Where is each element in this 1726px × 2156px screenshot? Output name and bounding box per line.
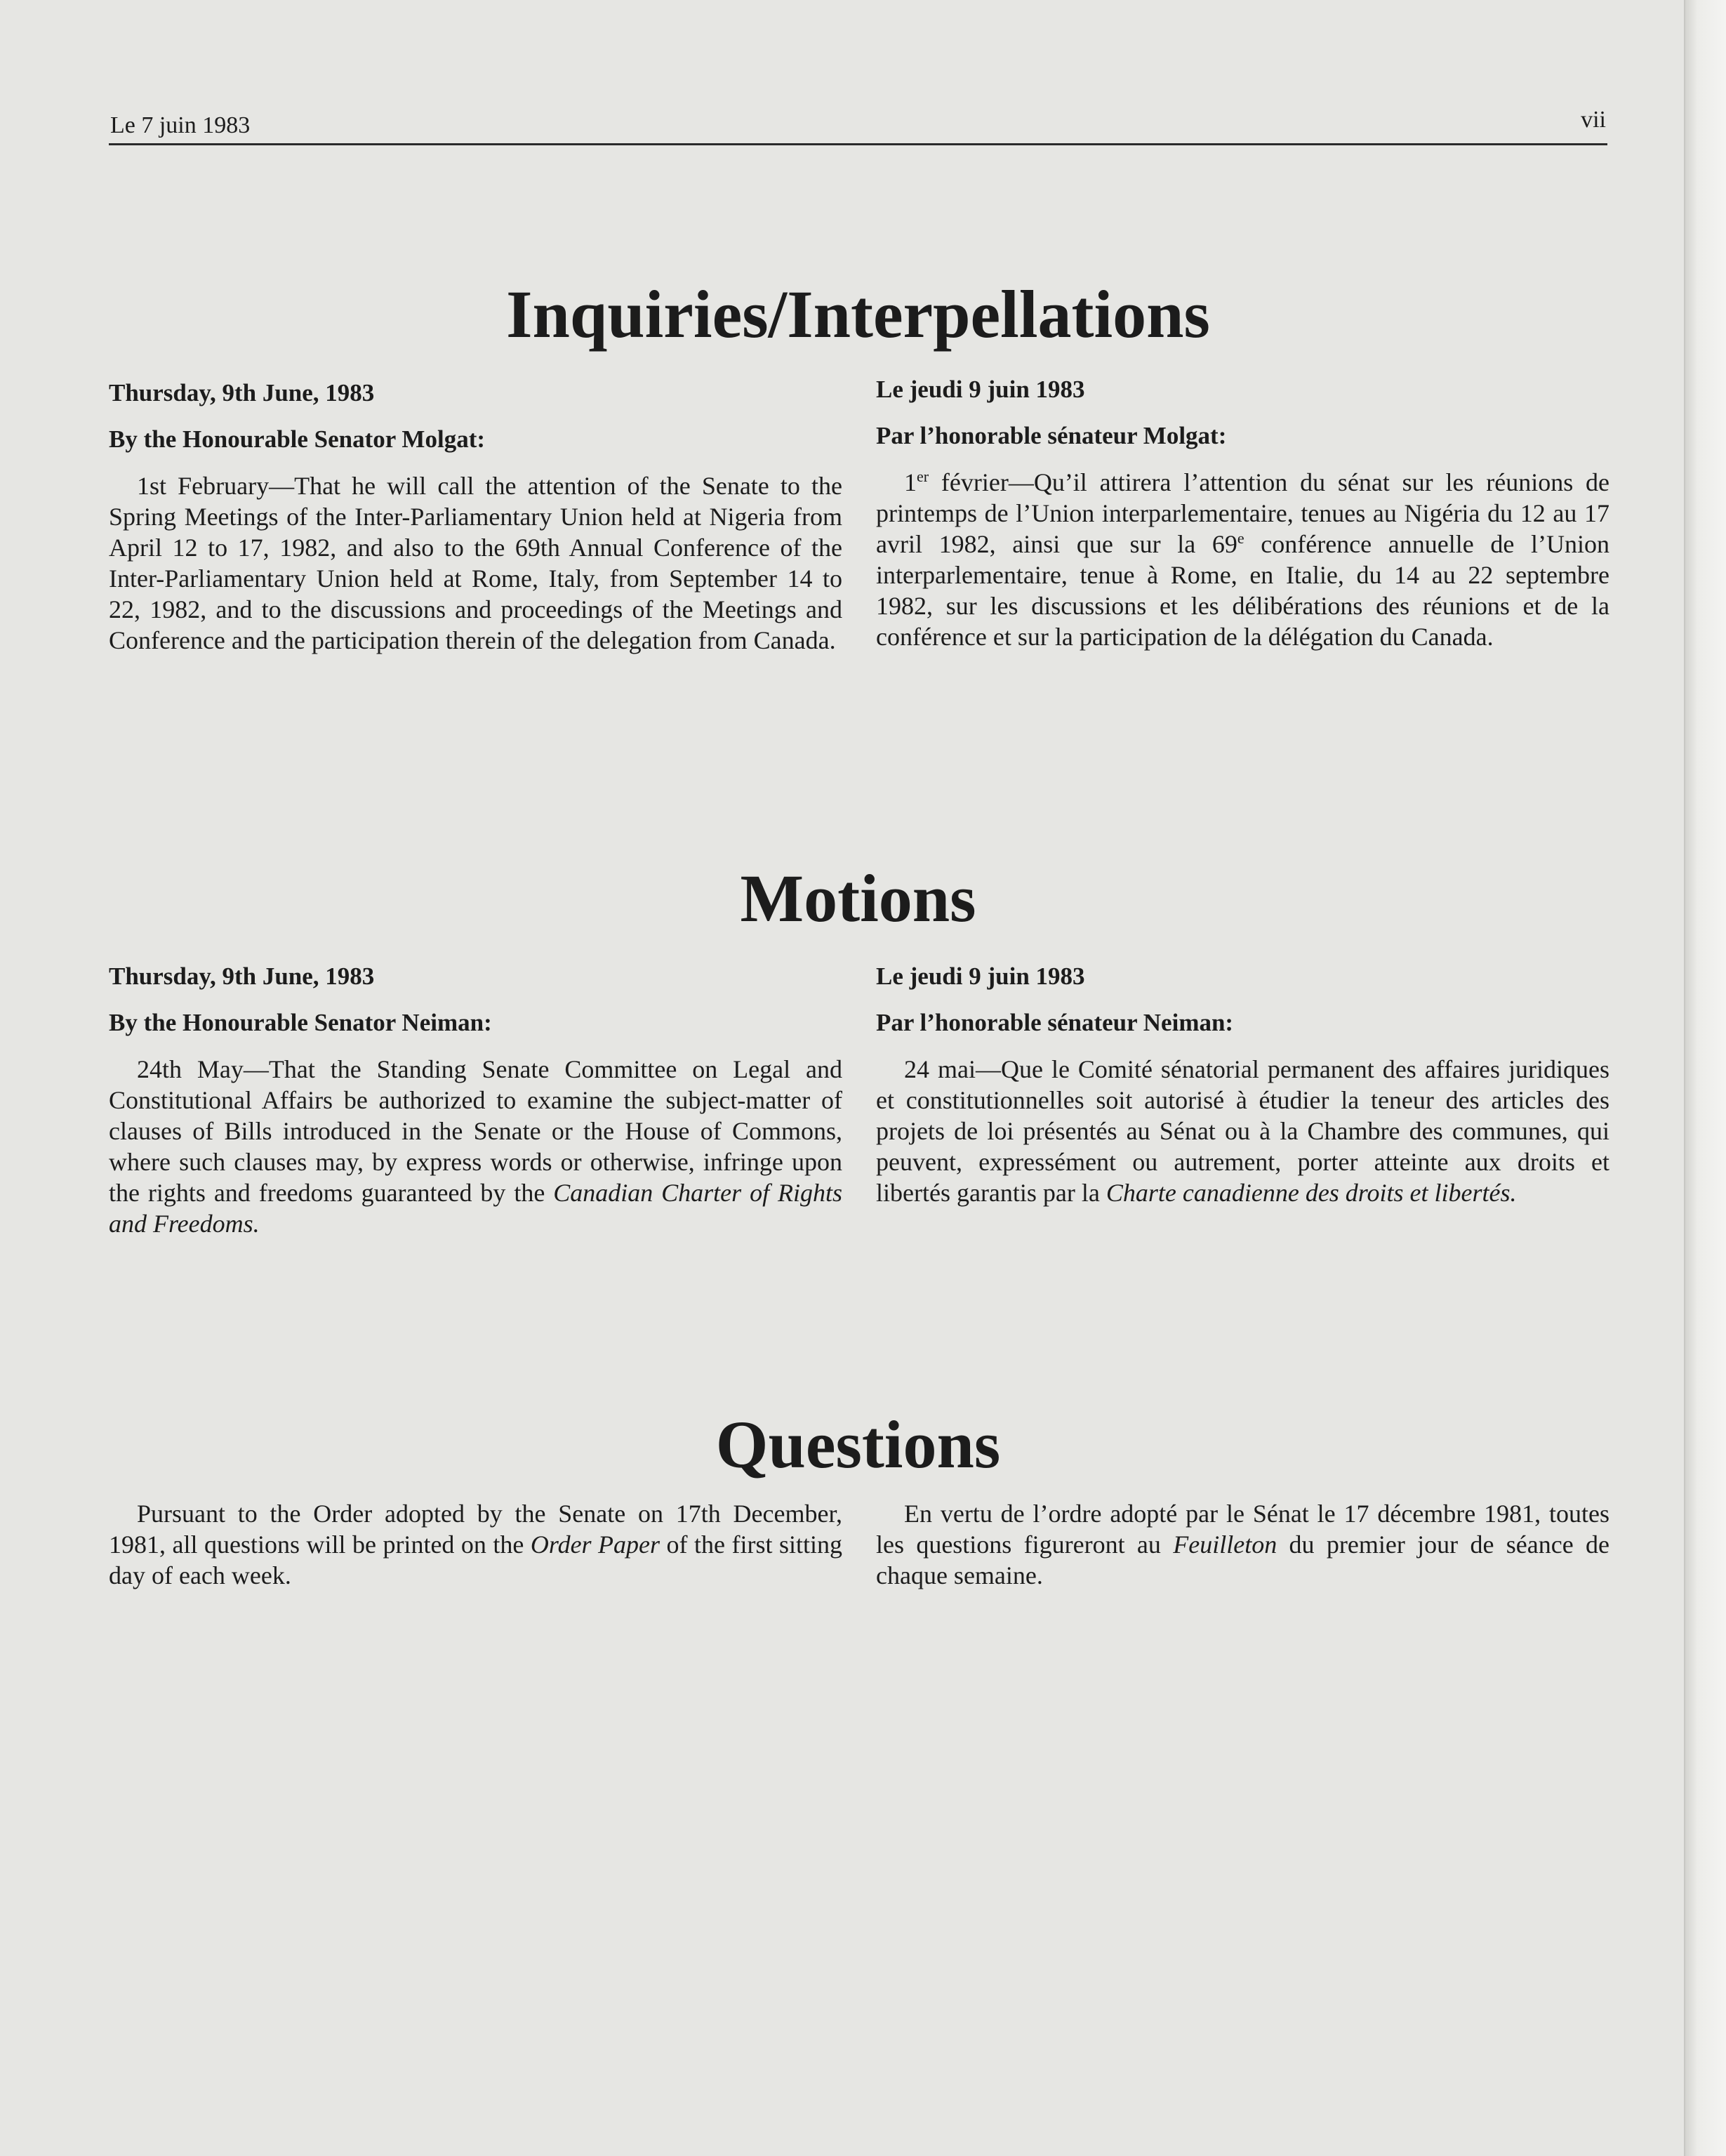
questions-fr-text-end: du premier jour de séance de chaque semaine. — [876, 1530, 1610, 1589]
inquiries-fr-sup-1: er — [917, 468, 929, 485]
questions-en-text-end: of the first sitting day of each week. — [109, 1530, 842, 1589]
page-edge — [1684, 0, 1726, 2156]
inquiries-french-column — [876, 374, 1609, 652]
questions-en-text — [109, 1498, 842, 1591]
questions-fr-text — [876, 1498, 1609, 1591]
motions-en-text-main: 24th May—That the Standing Senate Committee on Legal and Constitutional Affairs be authorized to examine the subject-matter of clauses of Bills introduced in the Senate or the House of Commons, where such clauses may, by express words or otherwise, infringe upon the rights and freedoms guaranteed by the — [109, 1055, 842, 1207]
motions-fr-day: Le jeudi 9 juin 1983 — [876, 963, 1085, 990]
inquiries-fr-text-2: février—Qu’il attirera l’attention du sénat sur les réunions de printemps de l’Union interparlementaire, tenues au Nigéria du 12 au 17 avril 1982, ainsi que sur la 69 — [876, 468, 1609, 558]
inquiries-fr-day: Le jeudi 9 juin 1983 — [876, 376, 1085, 403]
motions-fr-text-main: 24 mai—Que le Comité sénatorial permanent des affaires juridiques et constitutionnelles soit autorisé à étudier la teneur des articles des projets de loi présentés au Sénat ou à la Chambre des communes, qui peuvent, expressément ou autrement, porter atteinte aux droits et libertés garantis par la — [876, 1055, 1609, 1207]
motions-english-column — [109, 961, 842, 1239]
questions-en-text-italic: Order Paper — [530, 1530, 660, 1559]
questions-title: Questions — [715, 1407, 1001, 1482]
inquiries-fr-text-1: 1 — [904, 468, 917, 496]
questions-fr-text-main: En vertu de l’ordre adopté par le Sénat le 17 décembre 1981, toutes les questions figureront au — [876, 1500, 1609, 1559]
motions-en-author: By the Honourable Senator Neiman: — [109, 1009, 492, 1036]
inquiries-fr-text-3: conférence annuelle de l’Union interparlementaire, tenue à Rome, en Italie, du 14 au 22 septembre 1982, sur les discussions et les délibérations des réunions et de la conférence et sur la participation de la délégation du Canada. — [876, 530, 1609, 651]
motions-fr-text-italic: Charte canadienne des droits et libertés. — [1106, 1179, 1517, 1207]
motions-en-text — [109, 1054, 842, 1239]
questions-french-column — [876, 1498, 1609, 1591]
motions-french-column — [876, 961, 1609, 1208]
inquiries-en-day: Thursday, 9th June, 1983 — [109, 379, 375, 406]
inquiries-en-text: 1st February—That he will call the attention of the Senate to the Spring Meetings of the Inter-Parliamentary Union held at Nigeria from April 12 to 17, 1982, and also to the 69th Annual Conference of the Inter-Parliamentary Union held at Rome, Italy, from September 14 to 22, 1982, and to the discussions and proceedings of the Meetings and Conference and the participation therein of the delegation from Canada. — [109, 472, 842, 654]
inquiries-en-author: By the Honourable Senator Molgat: — [109, 425, 486, 453]
page-number: vii — [1581, 107, 1606, 133]
page-header — [109, 105, 1607, 145]
motions-en-text-italic: Canadian Charter of Rights and Freedoms. — [109, 1179, 843, 1238]
inquiries-fr-author: Par l’honorable sénateur Molgat: — [876, 422, 1227, 449]
inquiries-title: Inquiries/Interpellations — [506, 277, 1210, 352]
inquiries-fr-sup-2: e — [1237, 529, 1244, 547]
motions-en-day: Thursday, 9th June, 1983 — [109, 963, 375, 990]
motions-title: Motions — [740, 861, 976, 936]
header-date: Le 7 juin 1983 — [110, 112, 251, 138]
motions-fr-author: Par l’honorable sénateur Neiman: — [876, 1009, 1234, 1036]
inquiries-fr-text — [876, 467, 1609, 652]
questions-en-text-main: Pursuant to the Order adopted by the Senate on 17th December, 1981, all questions will be printed on the — [109, 1500, 842, 1559]
inquiries-english-column — [109, 378, 842, 656]
motions-fr-text — [876, 1054, 1609, 1208]
questions-fr-text-italic: Feuilleton — [1173, 1530, 1277, 1559]
questions-english-column — [109, 1498, 842, 1591]
